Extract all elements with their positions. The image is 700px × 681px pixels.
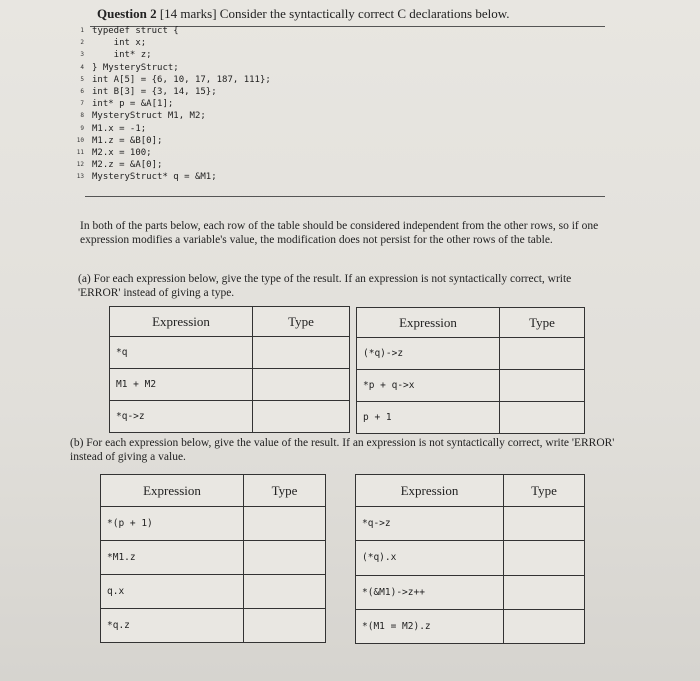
expression-cell: M1 + M2 bbox=[110, 369, 253, 401]
code-text: MysteryStruct* q = &M1; bbox=[92, 172, 217, 183]
code-rule bbox=[85, 196, 605, 197]
expression-cell: *p + q->x bbox=[357, 370, 500, 402]
type-header: Type bbox=[244, 475, 326, 507]
expression-header: Expression bbox=[110, 307, 253, 337]
code-text: M1.x = -1; bbox=[92, 123, 147, 134]
line-number: 4 bbox=[80, 63, 84, 71]
expression-cell: *q->z bbox=[110, 401, 253, 433]
line-number: 10 bbox=[76, 136, 84, 144]
expression-cell: (*q)->z bbox=[357, 338, 500, 370]
code-line bbox=[50, 147, 271, 159]
answer-cell[interactable] bbox=[244, 575, 326, 609]
line-number: 11 bbox=[76, 149, 84, 157]
table-b-left bbox=[100, 474, 326, 643]
answer-cell[interactable] bbox=[500, 402, 585, 434]
code-text: } MysteryStruct; bbox=[92, 62, 179, 73]
expression-cell: *M1.z bbox=[101, 541, 244, 575]
answer-cell[interactable] bbox=[244, 507, 326, 541]
question-text: Consider the syntactically correct C declarations below. bbox=[219, 6, 510, 21]
expression-cell: *(M1 = M2).z bbox=[356, 609, 504, 643]
code-line bbox=[50, 86, 271, 98]
line-number: 8 bbox=[80, 112, 84, 120]
code-line bbox=[50, 171, 271, 183]
question-header bbox=[97, 6, 510, 22]
answer-cell[interactable] bbox=[504, 609, 585, 643]
code-text: int B[3] = {3, 14, 15}; bbox=[92, 87, 217, 98]
expression-header: Expression bbox=[356, 475, 504, 507]
code-line bbox=[50, 62, 271, 74]
expression-header: Expression bbox=[357, 308, 500, 338]
code-text: int* z; bbox=[92, 50, 152, 61]
table-a-right bbox=[356, 307, 585, 434]
question-title: Question 2 bbox=[97, 6, 157, 21]
answer-cell[interactable] bbox=[500, 370, 585, 402]
intro-paragraph: In both of the parts below, each row of the table should be considered independent from the other rows, so if one expression modifies a variable's value, the modification does not persist for the other rows of the table. bbox=[80, 220, 599, 246]
expression-cell: *q bbox=[110, 337, 253, 369]
code-line bbox=[50, 135, 271, 147]
answer-cell[interactable] bbox=[504, 575, 585, 609]
code-text: M2.z = &A[0]; bbox=[92, 160, 163, 171]
part-b-instructions: (b) For each expression below, give the value of the result. If an expression is not syntactically correct, write 'ERROR' instead of giving a value. bbox=[70, 437, 615, 463]
question-marks: [14 marks] bbox=[159, 6, 217, 21]
code-line bbox=[50, 123, 271, 135]
code-line bbox=[50, 25, 271, 37]
line-number: 13 bbox=[76, 173, 84, 181]
answer-cell[interactable] bbox=[253, 337, 350, 369]
line-number: 2 bbox=[80, 39, 84, 47]
line-number: 12 bbox=[76, 161, 84, 169]
expression-cell: p + 1 bbox=[357, 402, 500, 434]
code-line bbox=[50, 49, 271, 61]
expression-cell: *(p + 1) bbox=[101, 507, 244, 541]
code-line bbox=[50, 98, 271, 110]
expression-cell: *q->z bbox=[356, 507, 504, 541]
expression-cell: *(&M1)->z++ bbox=[356, 575, 504, 609]
code-line bbox=[50, 74, 271, 86]
code-line bbox=[50, 159, 271, 171]
answer-cell[interactable] bbox=[244, 609, 326, 643]
code-text: int x; bbox=[92, 38, 147, 49]
code-text: MysteryStruct M1, M2; bbox=[92, 111, 206, 122]
expression-cell: q.x bbox=[101, 575, 244, 609]
part-a-instructions: (a) For each expression below, give the type of the result. If an expression is not syntactically correct, write 'ERROR' instead of giving a type. bbox=[78, 273, 572, 299]
code-text: typedef struct { bbox=[92, 26, 179, 36]
code-line bbox=[50, 110, 271, 122]
answer-cell[interactable] bbox=[504, 541, 585, 575]
answer-cell[interactable] bbox=[253, 369, 350, 401]
line-number: 5 bbox=[80, 75, 84, 83]
line-number: 3 bbox=[80, 51, 84, 59]
type-header: Type bbox=[500, 308, 585, 338]
expression-cell: *q.z bbox=[101, 609, 244, 643]
code-listing bbox=[50, 25, 271, 184]
code-line bbox=[50, 37, 271, 49]
code-text: int A[5] = {6, 10, 17, 187, 111}; bbox=[92, 74, 271, 85]
table-b-right bbox=[355, 474, 585, 644]
answer-cell[interactable] bbox=[504, 507, 585, 541]
answer-cell[interactable] bbox=[500, 338, 585, 370]
type-header: Type bbox=[253, 307, 350, 337]
table-a-left bbox=[109, 306, 350, 433]
line-number: 7 bbox=[80, 100, 84, 108]
line-number: 9 bbox=[80, 124, 84, 132]
answer-cell[interactable] bbox=[244, 541, 326, 575]
code-text: M1.z = &B[0]; bbox=[92, 135, 163, 146]
code-text: int* p = &A[1]; bbox=[92, 99, 174, 110]
type-header: Type bbox=[504, 475, 585, 507]
code-text: M2.x = 100; bbox=[92, 148, 152, 159]
expression-cell: (*q).x bbox=[356, 541, 504, 575]
expression-header: Expression bbox=[101, 475, 244, 507]
answer-cell[interactable] bbox=[253, 401, 350, 433]
line-number: 1 bbox=[80, 27, 84, 34]
line-number: 6 bbox=[80, 88, 84, 96]
